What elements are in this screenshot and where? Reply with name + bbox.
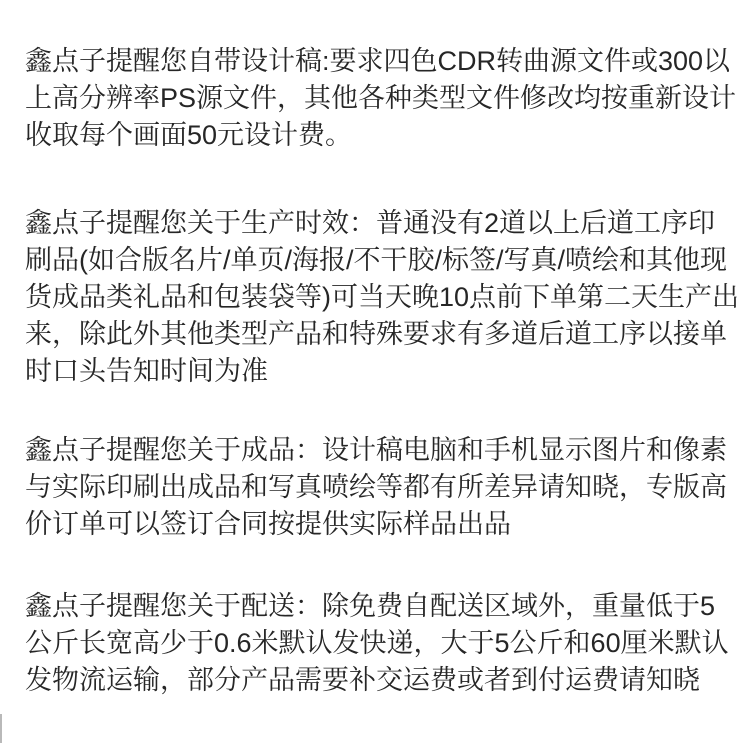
notice-delivery: 鑫点子提醒您关于配送：除免费自配送区域外，重量低于5公斤长宽高少于0.6米默认发快递，大于5公斤和60厘米默认发物流运输，部分产品需要补交运费或者到付运费请知晓 [25, 591, 729, 695]
notice-production-time: 鑫点子提醒您关于生产时效：普通没有2道以上后道工序印刷品(如合版名片/单页/海报/不干胶/标签/写真/喷绘和其他现货成品类礼品和包装袋等)可当天晚10点前下单第二天生产出来，除此外其他类型产品和特殊要求有多道后道工序以接单时口头告知时间为准 [25, 208, 740, 386]
notice-design-file: 鑫点子提醒您自带设计稿:要求四色CDR转曲源文件或300以上高分辨率PS源文件，其他各种类型文件修改均按重新设计收取每个画面50元设计费。 [25, 46, 737, 150]
notice-finished-product: 鑫点子提醒您关于成品：设计稿电脑和手机显示图片和像素与实际印刷出成品和写真喷绘等都有所差异请知晓，专版高价订单可以签订合同按提供实际样品出品 [25, 435, 727, 539]
page-edge-mark [0, 714, 2, 743]
